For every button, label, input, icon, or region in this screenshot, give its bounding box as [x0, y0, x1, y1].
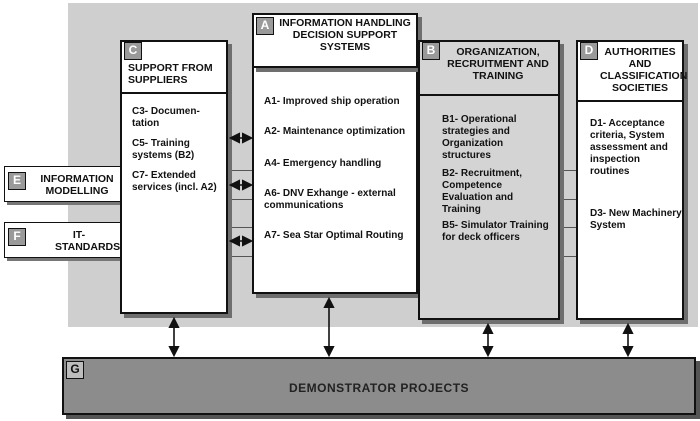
a2-item: A2- Maintenance optimization: [264, 126, 406, 137]
information-modelling-label: INFORMATION MODELLING: [40, 173, 114, 197]
b1-item: B1- Operational strategies and Organization structures: [442, 114, 517, 161]
tag-g: G: [66, 361, 84, 379]
d3-item: D3- New Machinery System: [590, 208, 682, 231]
a7-item: A7- Sea Star Optimal Routing: [264, 230, 404, 241]
tag-e: E: [8, 172, 26, 190]
tag-c: C: [124, 42, 142, 60]
tag-b: B: [422, 42, 440, 60]
c3-item: C3- Documen- tation: [132, 106, 200, 129]
support-from-suppliers-title: SUPPORT FROM SUPPLIERS: [128, 62, 213, 86]
c7-item: C7- Extended services (incl. A2): [132, 170, 217, 193]
authorities-title: AUTHORITIES AND CLASSIFICATION SOCIETIES: [600, 46, 688, 94]
organization-title: ORGANIZATION, RECRUITMENT AND TRAINING: [447, 46, 549, 82]
demonstrator-projects-label: DEMONSTRATOR PROJECTS: [288, 381, 470, 395]
b2-item: B2- Recruitment, Competence Evaluation and Training: [442, 168, 523, 215]
a6-item: A6- DNV Exhange - external communications: [264, 188, 396, 211]
d1-item: D1- Acceptance criteria, System assessment and inspection routines: [590, 118, 668, 177]
a1-item: A1- Improved ship operation: [264, 96, 400, 107]
b5-item: B5- Simulator Training for deck officers: [442, 220, 549, 243]
tag-a: A: [256, 17, 274, 35]
it-standards-label: IT- STANDARDS: [55, 229, 121, 253]
decision-support-title: INFORMATION HANDLING DECISION SUPPORT SYSTEMS: [279, 17, 411, 53]
tag-d: D: [580, 42, 598, 60]
a4-item: A4- Emergency handling: [264, 158, 382, 169]
c5-item: C5- Training systems (B2): [132, 138, 195, 161]
tag-f: F: [8, 228, 26, 246]
